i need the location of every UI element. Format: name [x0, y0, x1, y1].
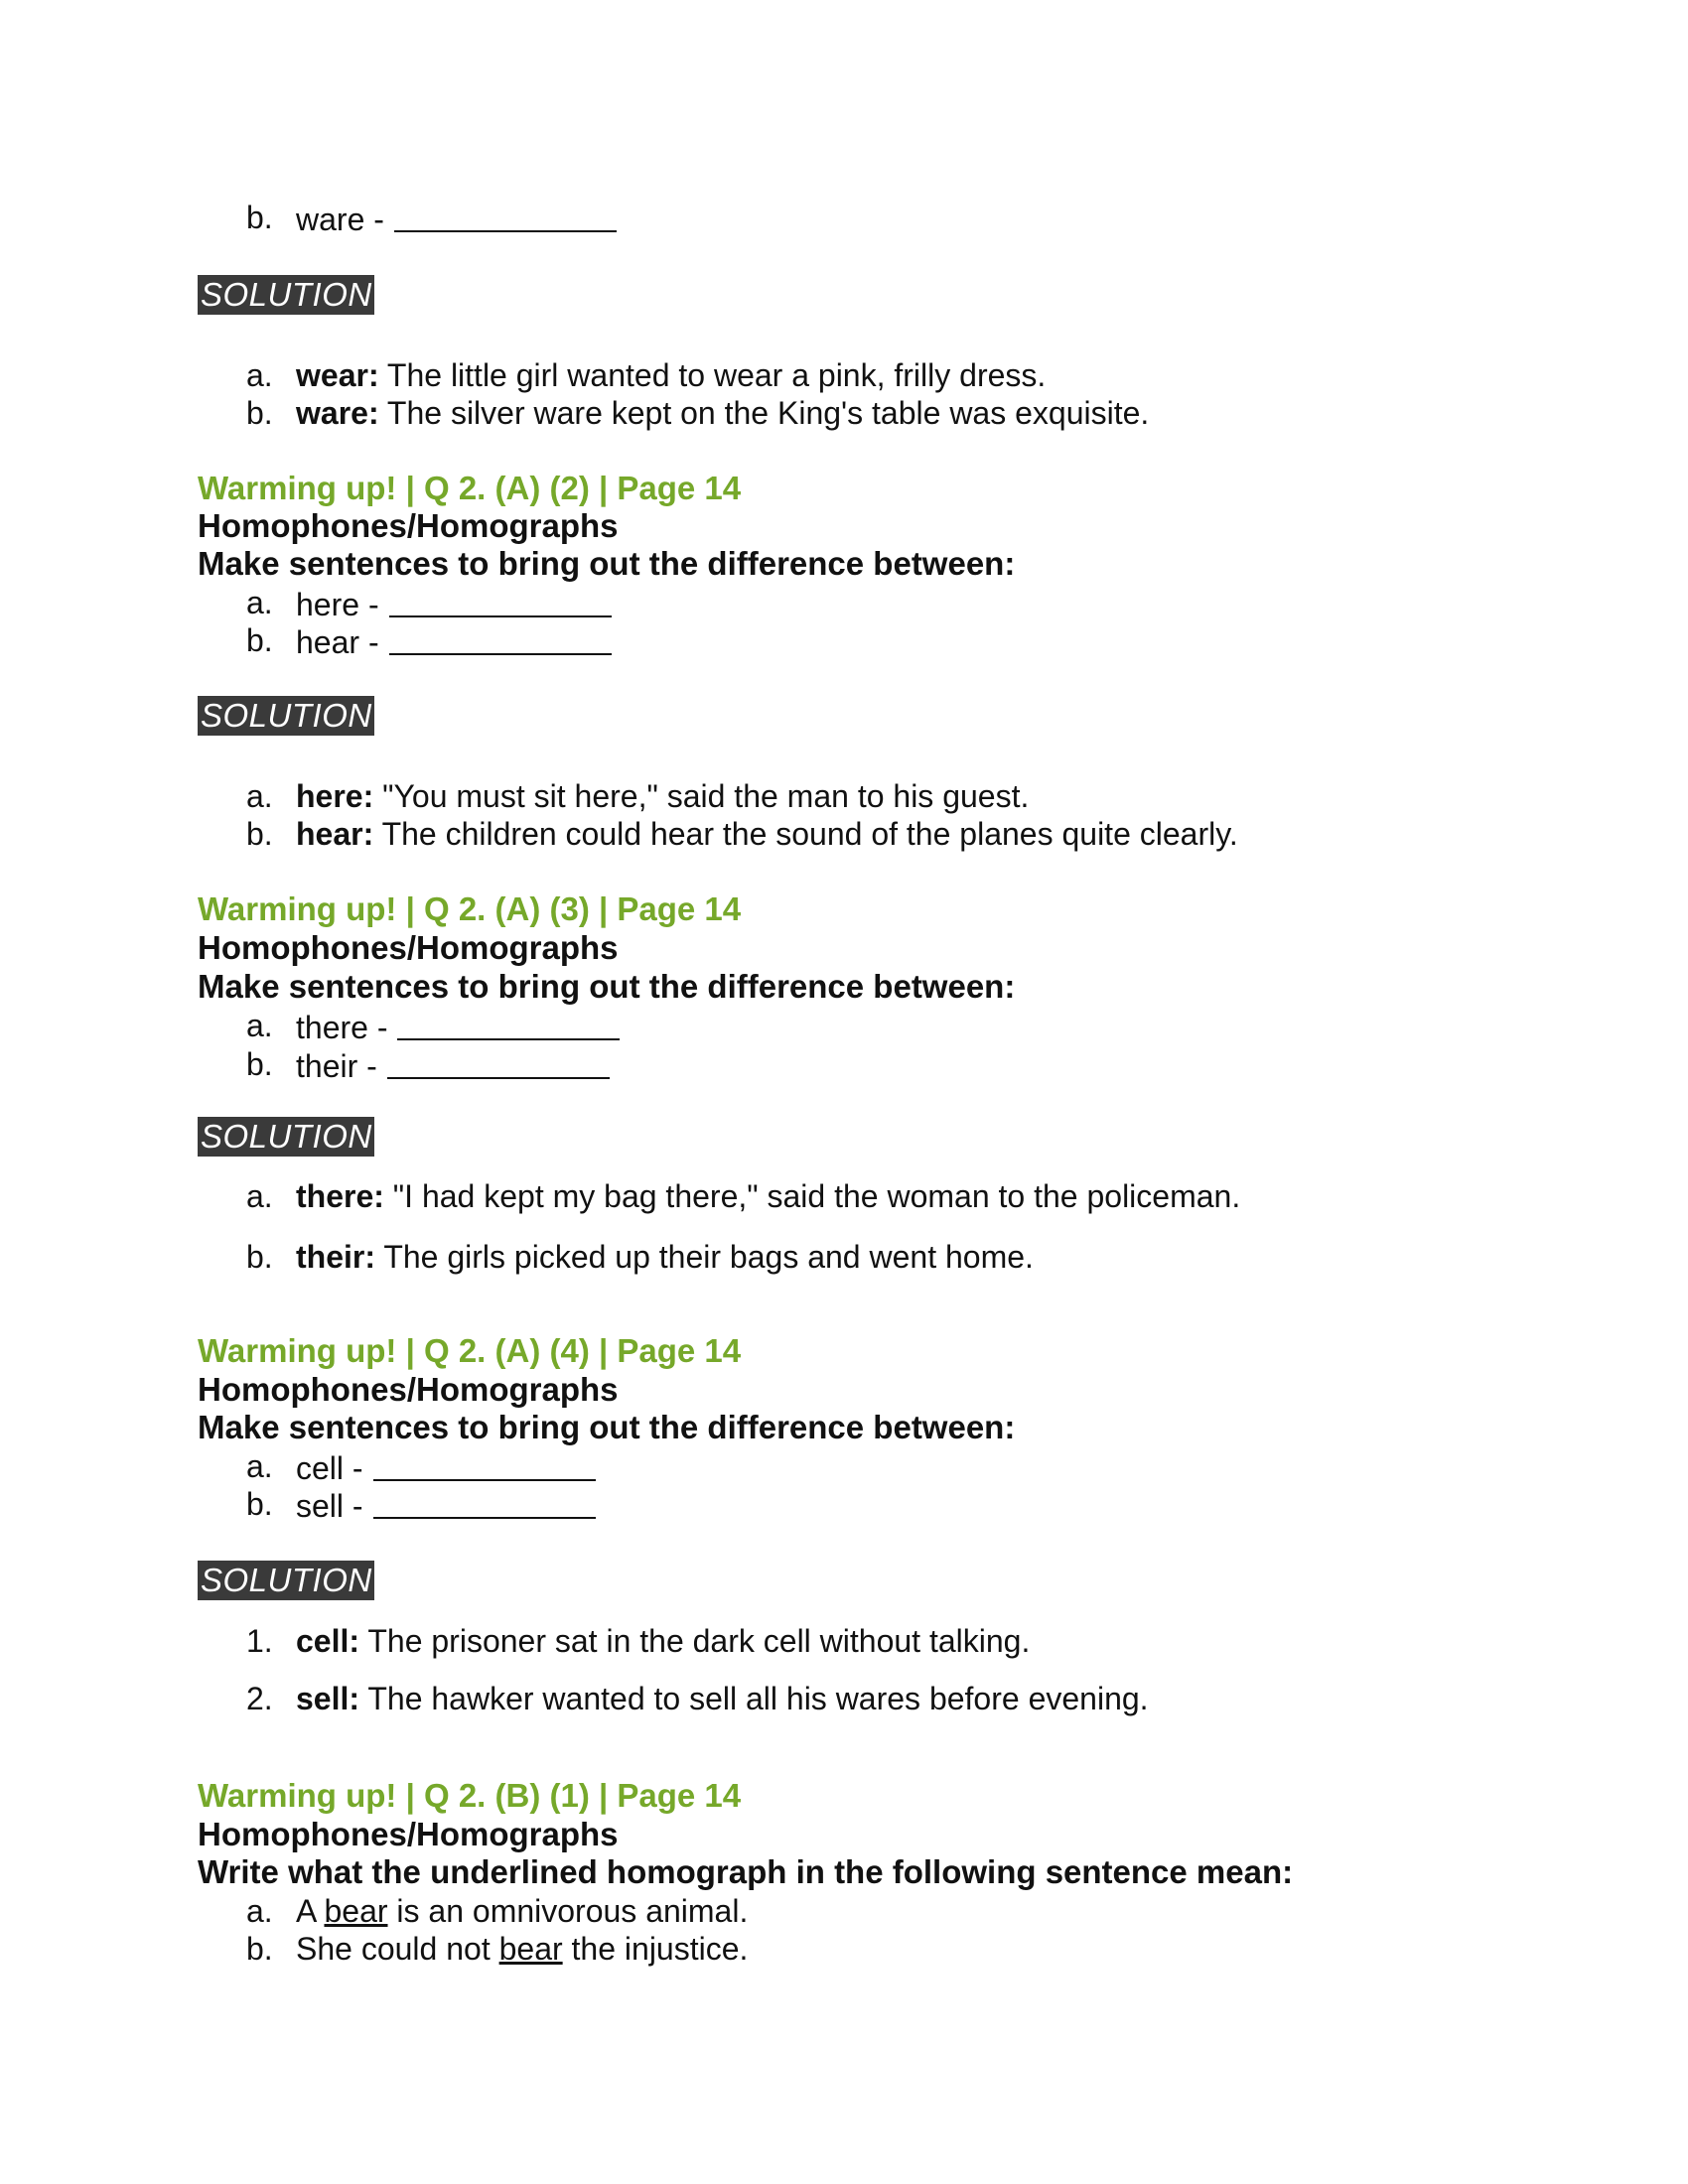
- answer-term: ware:: [296, 395, 379, 431]
- answer-term: cell:: [296, 1623, 360, 1659]
- item-text: here -: [296, 584, 612, 623]
- instruction-text: Make sentences to bring out the difference between:: [198, 968, 1016, 1005]
- item-text: there -: [296, 1007, 620, 1046]
- topic-heading: Homophones/Homographs: [198, 1816, 619, 1852]
- answer-blank: [389, 623, 612, 655]
- answer-text: here: "You must sit here," said the man to his guest.: [296, 778, 1030, 814]
- answer-text: there: "I had kept my bag there," said the woman to the policeman.: [296, 1178, 1241, 1214]
- answer-blank: [373, 1487, 596, 1519]
- answer-label: a.: [246, 1178, 273, 1214]
- solution-badge: SOLUTION: [198, 275, 374, 315]
- answer-text: wear: The little girl wanted to wear a pink, frilly dress.: [296, 357, 1047, 393]
- item-text: cell -: [296, 1447, 596, 1487]
- instruction-text: Write what the underlined homograph in the following sentence mean:: [198, 1853, 1294, 1890]
- answer-label: 2.: [246, 1681, 273, 1716]
- answer-label: b.: [246, 395, 273, 431]
- solution-badge: SOLUTION: [198, 696, 374, 736]
- answer-label: 1.: [246, 1623, 273, 1659]
- answer-label: b.: [246, 1239, 273, 1275]
- item-text: A bear is an omnivorous animal.: [296, 1893, 749, 1929]
- underlined-homograph: bear: [498, 1931, 563, 1967]
- item-label: b.: [246, 1931, 273, 1967]
- solution-badge: SOLUTION: [198, 1561, 374, 1600]
- question-heading: Warming up! | Q 2. (A) (4) | Page 14: [198, 1332, 742, 1369]
- answer-blank: [389, 586, 612, 617]
- item-label: a.: [246, 585, 273, 620]
- answer-label: a.: [246, 778, 273, 814]
- answer-term: sell:: [296, 1681, 360, 1716]
- question-heading: Warming up! | Q 2. (A) (3) | Page 14: [198, 890, 742, 927]
- item-text: sell -: [296, 1485, 596, 1525]
- topic-heading: Homophones/Homographs: [198, 929, 619, 966]
- instruction-text: Make sentences to bring out the difference between:: [198, 1409, 1016, 1445]
- question-heading: Warming up! | Q 2. (A) (2) | Page 14: [198, 470, 742, 506]
- item-text: their -: [296, 1045, 610, 1085]
- answer-blank: [397, 1009, 620, 1040]
- solution-badge: SOLUTION: [198, 1117, 374, 1157]
- underlined-homograph: bear: [324, 1893, 388, 1929]
- topic-heading: Homophones/Homographs: [198, 1371, 619, 1408]
- topic-heading: Homophones/Homographs: [198, 507, 619, 544]
- item-label: b.: [246, 1046, 273, 1082]
- item-text: She could not bear the injustice.: [296, 1931, 749, 1967]
- item-label: a.: [246, 1448, 273, 1484]
- answer-term: hear:: [296, 816, 374, 852]
- question-heading: Warming up! | Q 2. (B) (1) | Page 14: [198, 1777, 742, 1814]
- answer-blank: [373, 1449, 596, 1481]
- item-text: hear -: [296, 621, 612, 661]
- item-label: a.: [246, 1008, 273, 1043]
- answer-label: a.: [246, 357, 273, 393]
- answer-term: wear:: [296, 357, 379, 393]
- answer-label: b.: [246, 816, 273, 852]
- answer-text: cell: The prisoner sat in the dark cell without talking.: [296, 1623, 1031, 1659]
- answer-blank: [387, 1047, 610, 1079]
- answer-text: their: The girls picked up their bags and went home.: [296, 1239, 1034, 1275]
- answer-blank: [394, 201, 617, 232]
- item-label: b.: [246, 1486, 273, 1522]
- answer-term: there:: [296, 1178, 384, 1214]
- item-label: b.: [246, 200, 273, 235]
- answer-text: ware: The silver ware kept on the King's table was exquisite.: [296, 395, 1150, 431]
- answer-term: here:: [296, 778, 374, 814]
- instruction-text: Make sentences to bring out the difference between:: [198, 545, 1016, 582]
- answer-term: their:: [296, 1239, 375, 1275]
- answer-text: sell: The hawker wanted to sell all his wares before evening.: [296, 1681, 1149, 1716]
- item-label: b.: [246, 622, 273, 658]
- answer-text: hear: The children could hear the sound of the planes quite clearly.: [296, 816, 1238, 852]
- item-text: ware -: [296, 199, 617, 238]
- item-label: a.: [246, 1893, 273, 1929]
